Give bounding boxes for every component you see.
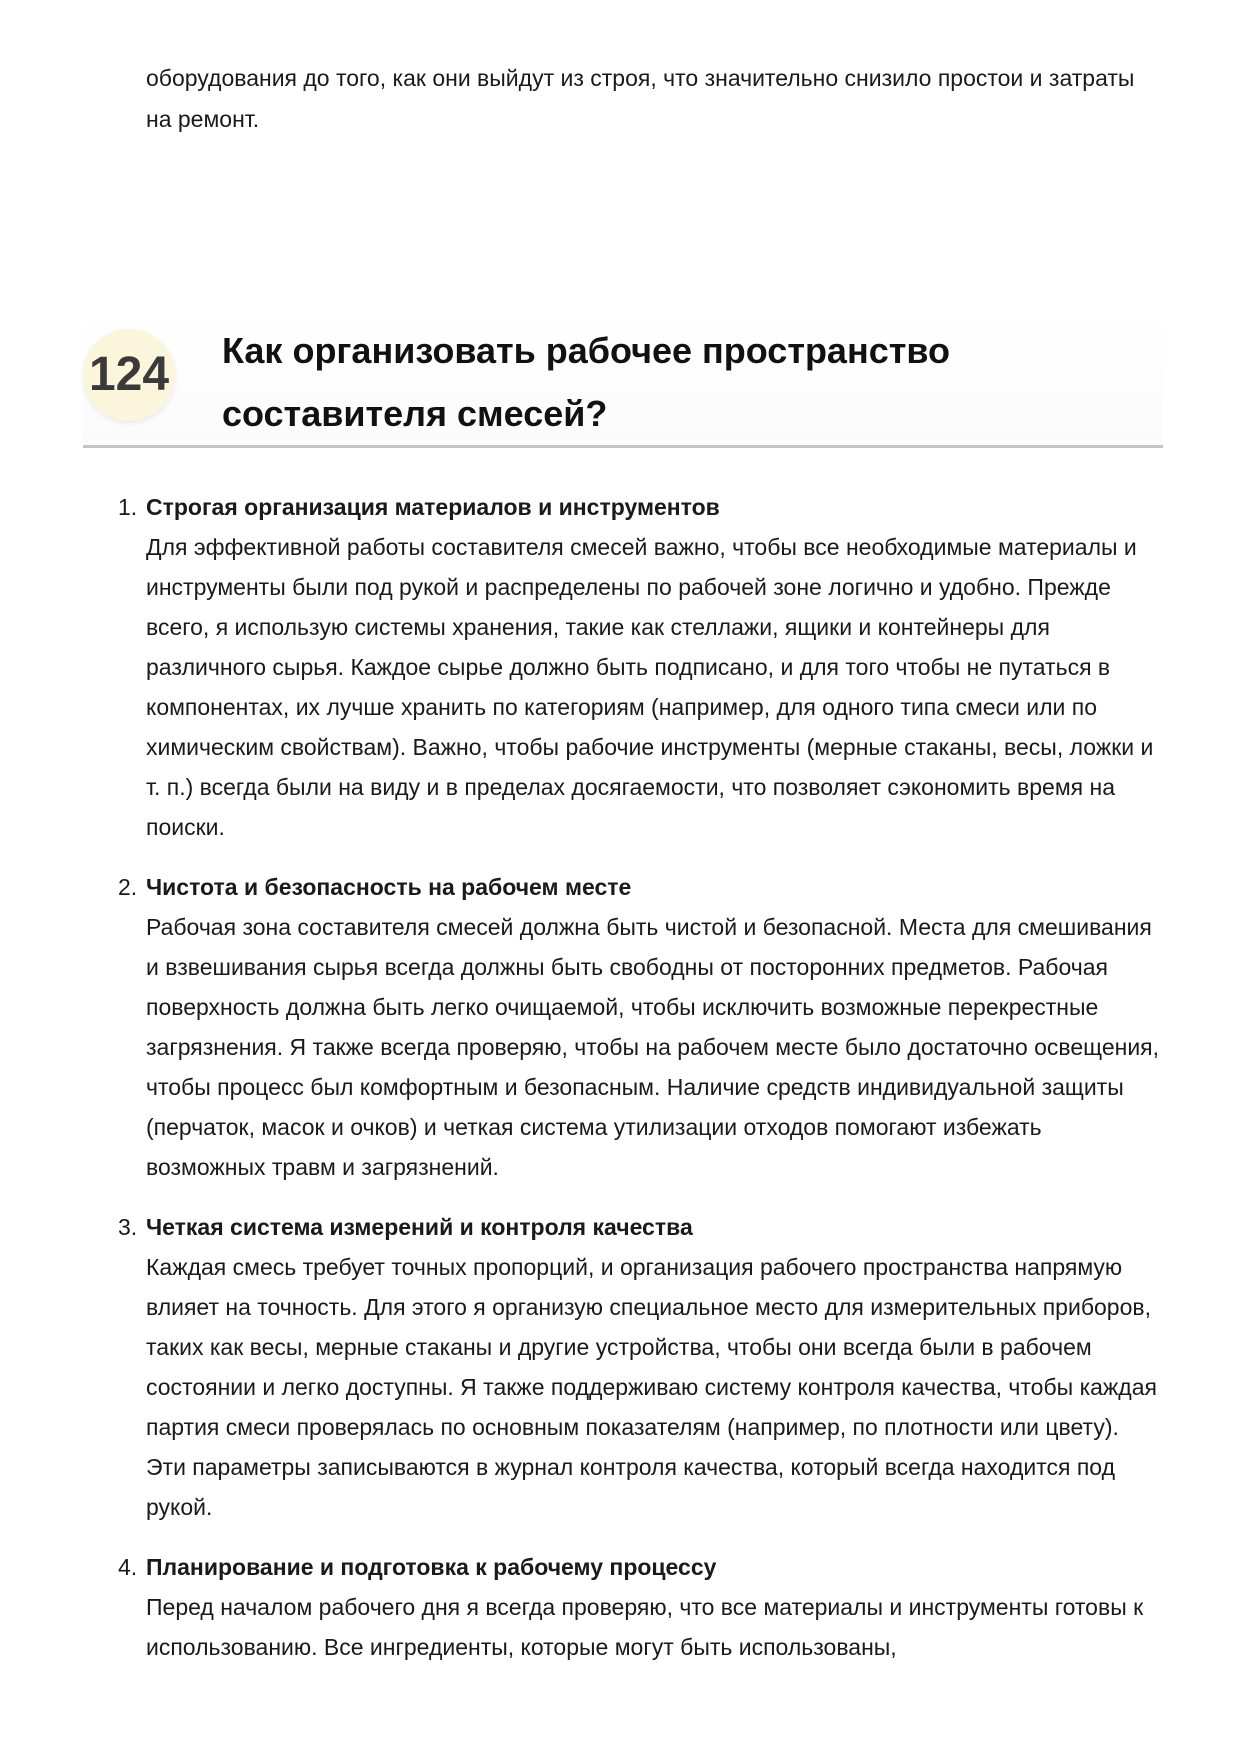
list-item-heading: Четкая система измерений и контроля качества [146,1214,693,1240]
question-number-badge [83,329,175,421]
list-item-number: 2. [118,874,138,900]
list-item-heading: Чистота и безопасность на рабочем месте [146,874,632,900]
list-item-number: 3. [118,1214,138,1240]
list-item-body: Рабочая зона составителя смесей должна быть чистой и безопасной. Места для смешивания и взвешивания сырья всегда должны быть свободны от посторонних предметов. Рабочая поверхность должна быть легко очищаемой, чтобы исключить возможные перекрестные загрязнения. Я также всегда проверяю, чтобы на рабочем месте было достаточно освещения, чтобы процесс был комфортным и безопасным. Наличие средств индивидуальной защиты (перчаток, масок и очков) и четкая система утилизации отходов помогают избежать возможных травм и загрязнений. [146,914,1160,1180]
list-item-body: Каждая смесь требует точных пропорций, и организация рабочего пространства напрямую влияет на точность. Для этого я организую специальное место для измерительных приборов, таких как весы, мерные стаканы и другие устройства, чтобы они всегда были в рабочем состоянии и легко доступны. Я также поддерживаю систему контроля качества, чтобы каждая партия смеси проверялась по основным показателям (например, по плотности или цвету). Эти параметры записываются в журнал контроля качества, который всегда находится под рукой. [146,1254,1157,1520]
list-item-number: 4. [118,1554,138,1580]
question-number: 124 [88,348,170,401]
list-item-1 [118,487,1163,847]
list-item-heading: Планирование и подготовка к рабочему процессу [146,1554,717,1580]
intro-paragraph: оборудования до того, как они выйдут из строя, что значительно снизило простои и затраты на ремонт. [146,65,1135,132]
list-item-2 [118,867,1163,1187]
list-item-number: 1. [118,494,138,520]
list-item-heading: Строгая организация материалов и инструментов [146,494,720,520]
list-item-body: Перед началом рабочего дня я всегда проверяю, что все материалы и инструменты готовы к использованию. Все ингредиенты, которые могут быть использованы, [146,1594,1144,1660]
answer-list [118,487,1163,1687]
section-title: Как организовать рабочее пространство составителя смесей? [222,330,950,434]
section-header [83,313,1163,448]
list-item-4 [118,1547,1163,1667]
list-item-3 [118,1207,1163,1527]
list-item-body: Для эффективной работы составителя смесей важно, чтобы все необходимые материалы и инструменты были под рукой и распределены по рабочей зоне логично и удобно. Прежде всего, я использую системы хранения, такие как стеллажи, ящики и контейнеры для различного сырья. Каждое сырье должно быть подписано, и для того чтобы не путаться в компонентах, их лучше хранить по категориям (например, для одного типа смеси или по химическим свойствам). Важно, чтобы рабочие инструменты (мерные стаканы, весы, ложки и т. п.) всегда были на виду и в пределах досягаемости, что позволяет сэкономить время на поиски. [146,534,1154,840]
